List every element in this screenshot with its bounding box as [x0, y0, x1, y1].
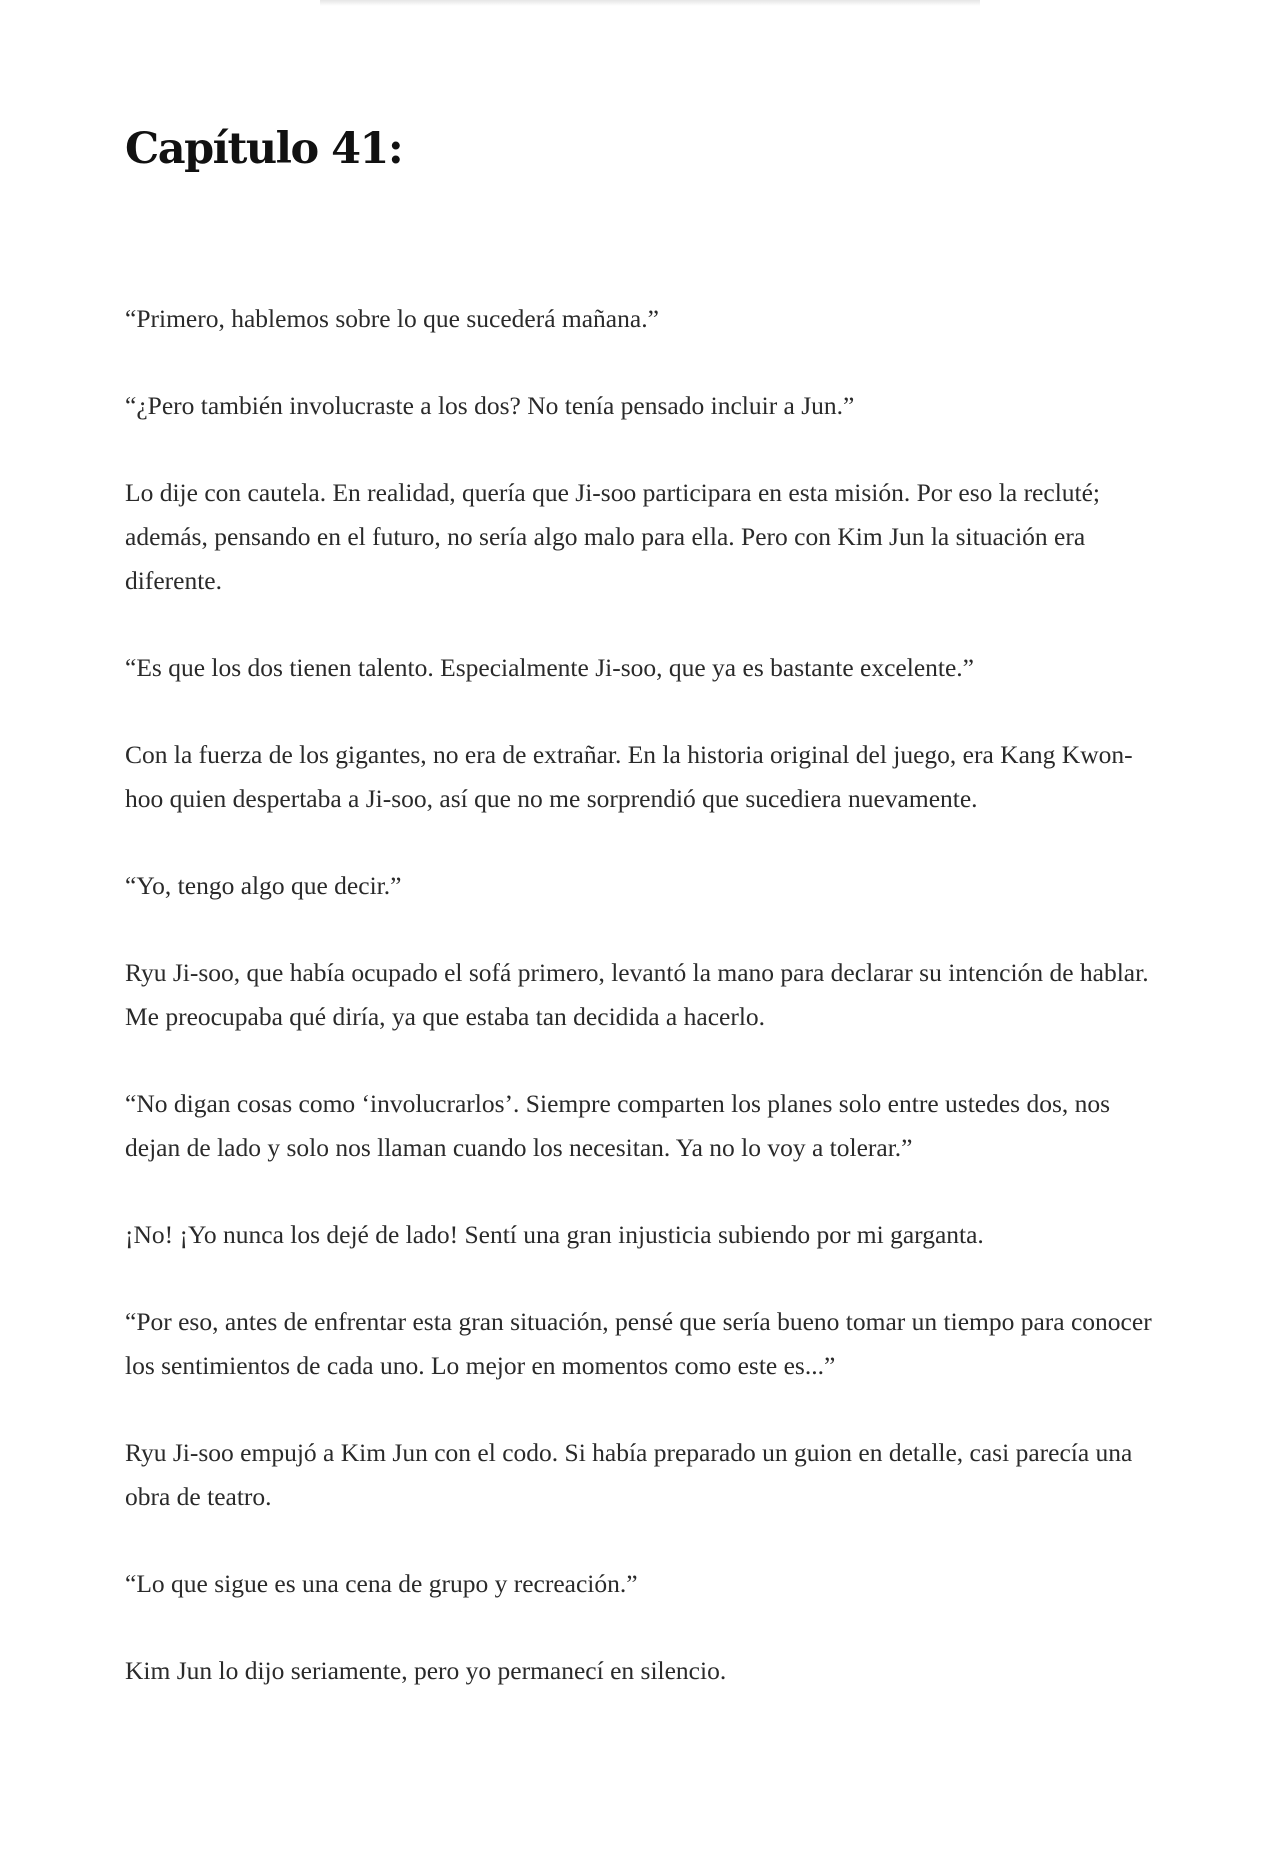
paragraph: “¿Pero también involucraste a los dos? No tenía pensado incluir a Jun.”	[125, 391, 855, 420]
paragraph: “No digan cosas como ‘involucrarlos’. Siempre comparten los planes solo entre ustedes dos, nos dejan de lado y solo nos llaman cuando los necesitan. Ya no lo voy a tolerar.”	[125, 1089, 1111, 1162]
paragraph: Kim Jun lo dijo seriamente, pero yo permanecí en silencio.	[125, 1656, 727, 1685]
paragraph: Ryu Ji-soo empujó a Kim Jun con el codo. Si había preparado un guion en detalle, casi parecía una obra de teatro.	[125, 1438, 1133, 1511]
chapter-body	[125, 297, 1165, 1736]
paragraph: Lo dije con cautela. En realidad, quería que Ji-soo participara en esta misión. Por eso la recluté; además, pensando en el futuro, no sería algo malo para ella. Pero con Kim Jun la situación era diferente.	[125, 478, 1101, 595]
top-edge-shadow	[320, 0, 980, 6]
paragraph: Con la fuerza de los gigantes, no era de extrañar. En la historia original del juego, era Kang Kwon-hoo quien despertaba a Ji-soo, así que no me sorprendió que sucediera nuevamente.	[125, 740, 1133, 813]
chapter-title: Capítulo 41:	[125, 124, 403, 174]
paragraph: “Lo que sigue es una cena de grupo y recreación.”	[125, 1569, 638, 1598]
paragraph: “Por eso, antes de enfrentar esta gran situación, pensé que sería bueno tomar un tiempo para conocer los sentimientos de cada uno. Lo mejor en momentos como este es...”	[125, 1307, 1152, 1380]
paragraph: “Es que los dos tienen talento. Especialmente Ji-soo, que ya es bastante excelente.”	[125, 653, 974, 682]
paragraph: Ryu Ji-soo, que había ocupado el sofá primero, levantó la mano para declarar su intención de hablar. Me preocupaba qué diría, ya que estaba tan decidida a hacerlo.	[125, 958, 1149, 1031]
paragraph: “Primero, hablemos sobre lo que sucederá mañana.”	[125, 304, 659, 333]
paragraph: “Yo, tengo algo que decir.”	[125, 871, 402, 900]
paragraph: ¡No! ¡Yo nunca los dejé de lado! Sentí una gran injusticia subiendo por mi garganta.	[125, 1220, 984, 1249]
